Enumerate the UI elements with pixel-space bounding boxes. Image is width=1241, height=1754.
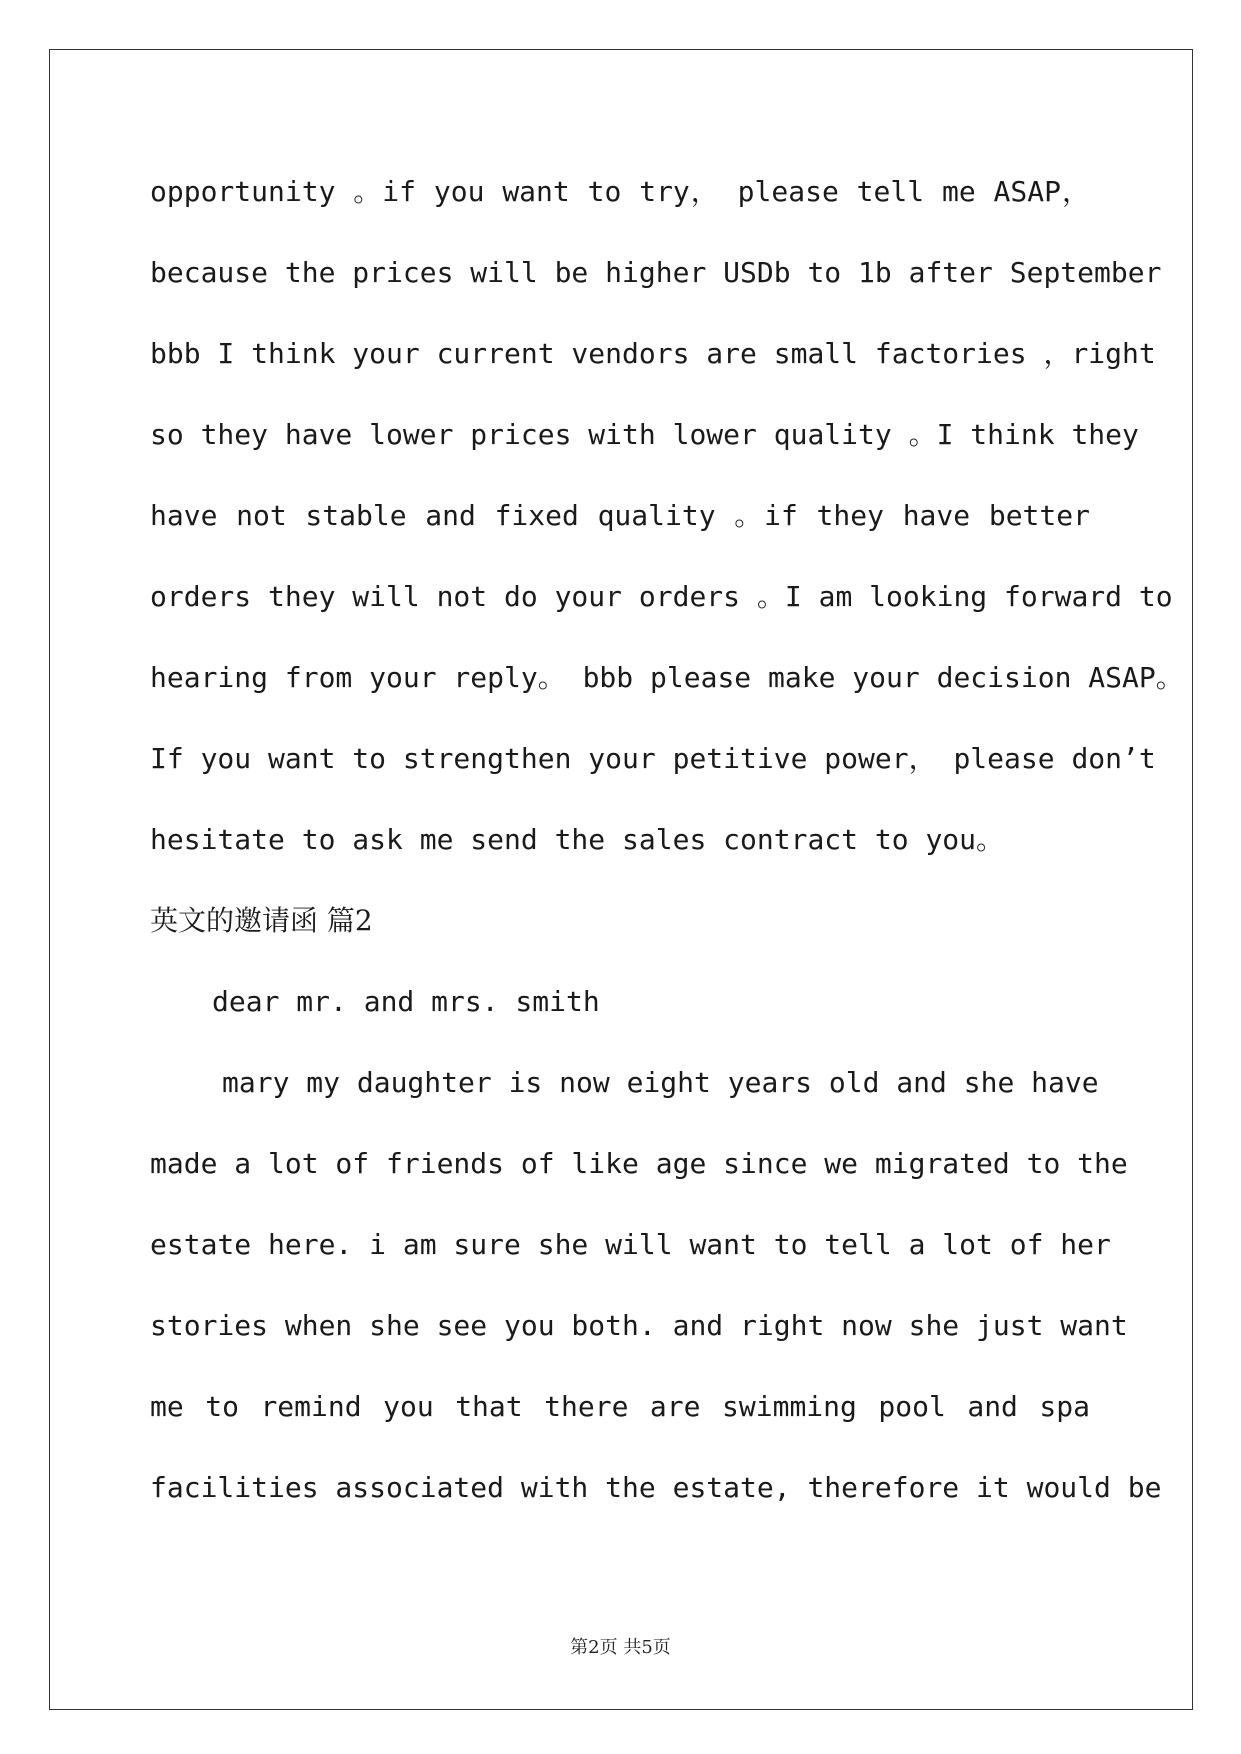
- body-line-1: mary my daughter is now eight years old and she have: [222, 1066, 1099, 1099]
- body-line-4: stories when she see you both. and right now she just want: [150, 1309, 1128, 1342]
- page-border: [49, 49, 1193, 1710]
- body-line-5: me to remind you that there are swimming pool and spa: [150, 1390, 1090, 1423]
- salutation: dear mr. and mrs. smith: [212, 985, 600, 1018]
- paragraph-line-2: because the prices will be higher USDb to 1b after September: [150, 256, 1162, 289]
- paragraph-line-8: If you want to strengthen your petitive power， please don’t: [150, 742, 1156, 775]
- body-line-3: estate here. i am sure she will want to tell a lot of her: [150, 1228, 1111, 1261]
- paragraph-line-5: have not stable and fixed quality 。if they have better: [150, 499, 1090, 532]
- paragraph-line-6: orders they will not do your orders 。I am looking forward to: [150, 580, 1173, 613]
- body-line-2: made a lot of friends of like age since we migrated to the: [150, 1147, 1128, 1180]
- paragraph-line-4: so they have lower prices with lower quality 。I think they: [150, 418, 1139, 451]
- body-line-6: facilities associated with the estate, therefore it would be: [150, 1471, 1162, 1504]
- paragraph-line-1: opportunity 。if you want to try， please tell me ASAP，: [150, 175, 1090, 208]
- paragraph-line-7: hearing from your reply。 bbb please make your decision ASAP。: [150, 661, 1184, 694]
- section-heading: 英文的邀请函 篇2: [150, 904, 373, 937]
- paragraph-line-3: bbb I think your current vendors are small factories ，right: [150, 337, 1156, 370]
- page-number-footer: 第2页 共5页: [570, 1637, 671, 1658]
- paragraph-line-9: hesitate to ask me send the sales contract to you。: [150, 823, 1005, 856]
